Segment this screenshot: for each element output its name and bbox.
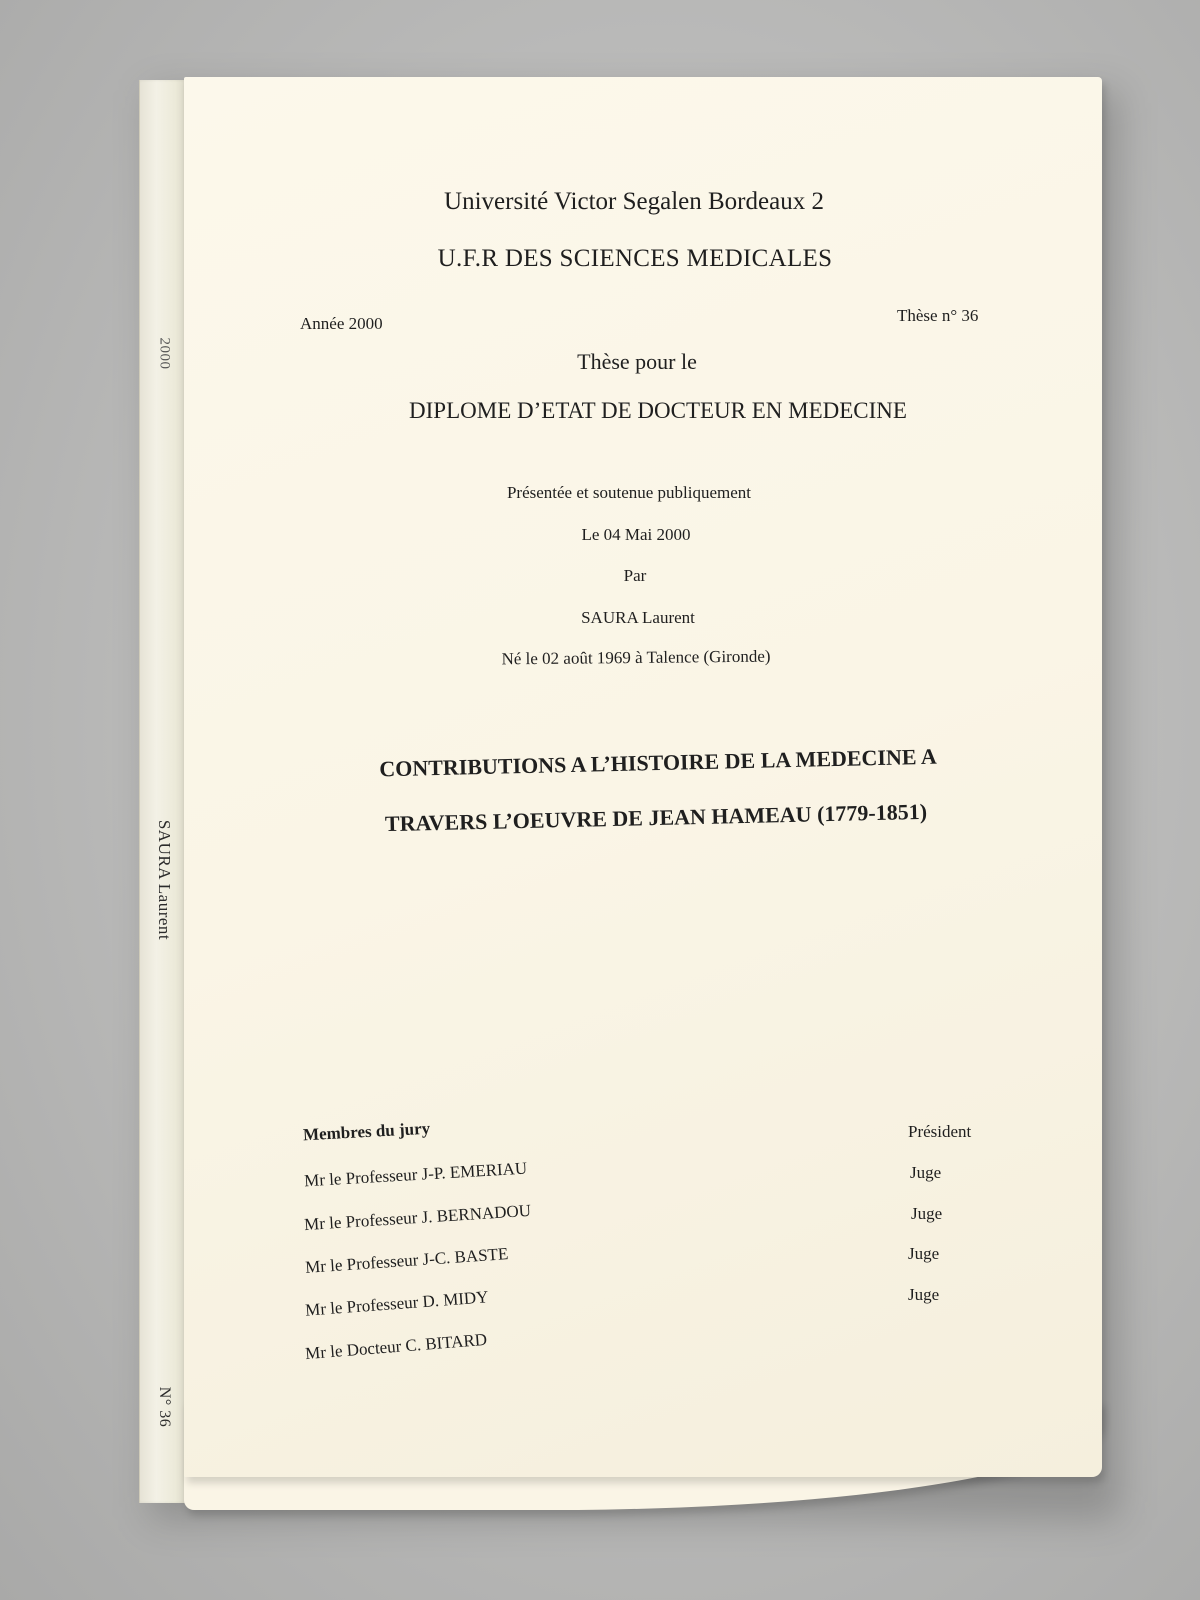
thesis-title-line-1: CONTRIBUTIONS A L’HISTOIRE DE LA MEDECINE A [379, 743, 937, 782]
by-line: Par [623, 566, 647, 585]
jury-member: Mr le Professeur J-P. EMERIAU [303, 1158, 528, 1191]
jury-role: Président [908, 1122, 972, 1141]
faculty-name: U.F.R DES SCIENCES MEDICALES [437, 245, 833, 272]
book-spine [139, 80, 187, 1503]
author-birth: Né le 02 août 1969 à Talence (Gironde) [501, 646, 771, 669]
jury-heading: Membres du jury [302, 1118, 431, 1145]
jury-member: Mr le Professeur D. MIDY [304, 1287, 490, 1320]
presented-line: Présentée et soutenue publiquement [506, 483, 752, 502]
defense-date: Le 04 Mai 2000 [581, 525, 691, 544]
university-name: Université Victor Segalen Bordeaux 2 [444, 188, 824, 215]
jury-role: Juge [908, 1285, 940, 1304]
spine-number: N° 36 [155, 1386, 173, 1428]
jury-role: Juge [910, 1163, 942, 1182]
thesis-year: Année 2000 [300, 314, 383, 333]
jury-member: Mr le Docteur C. BITARD [304, 1329, 488, 1364]
jury-member: Mr le Professeur J-C. BASTE [304, 1244, 509, 1277]
jury-role: Juge [908, 1244, 940, 1263]
thesis-for: Thèse pour le [577, 349, 697, 374]
spine-author: SAURA Laurent [154, 819, 174, 941]
author-name: SAURA Laurent [581, 608, 695, 627]
jury-member: Mr le Professeur J. BERNADOU [303, 1200, 532, 1235]
jury-role: Juge [911, 1204, 943, 1223]
thesis-number: Thèse n° 36 [897, 306, 979, 325]
diploma-name: DIPLOME D’ETAT DE DOCTEUR EN MEDECINE [409, 398, 907, 423]
thesis-title-line-2: TRAVERS L’OEUVRE DE JEAN HAMEAU (1779-1851) [384, 798, 928, 837]
spine-year: 2000 [156, 337, 172, 370]
